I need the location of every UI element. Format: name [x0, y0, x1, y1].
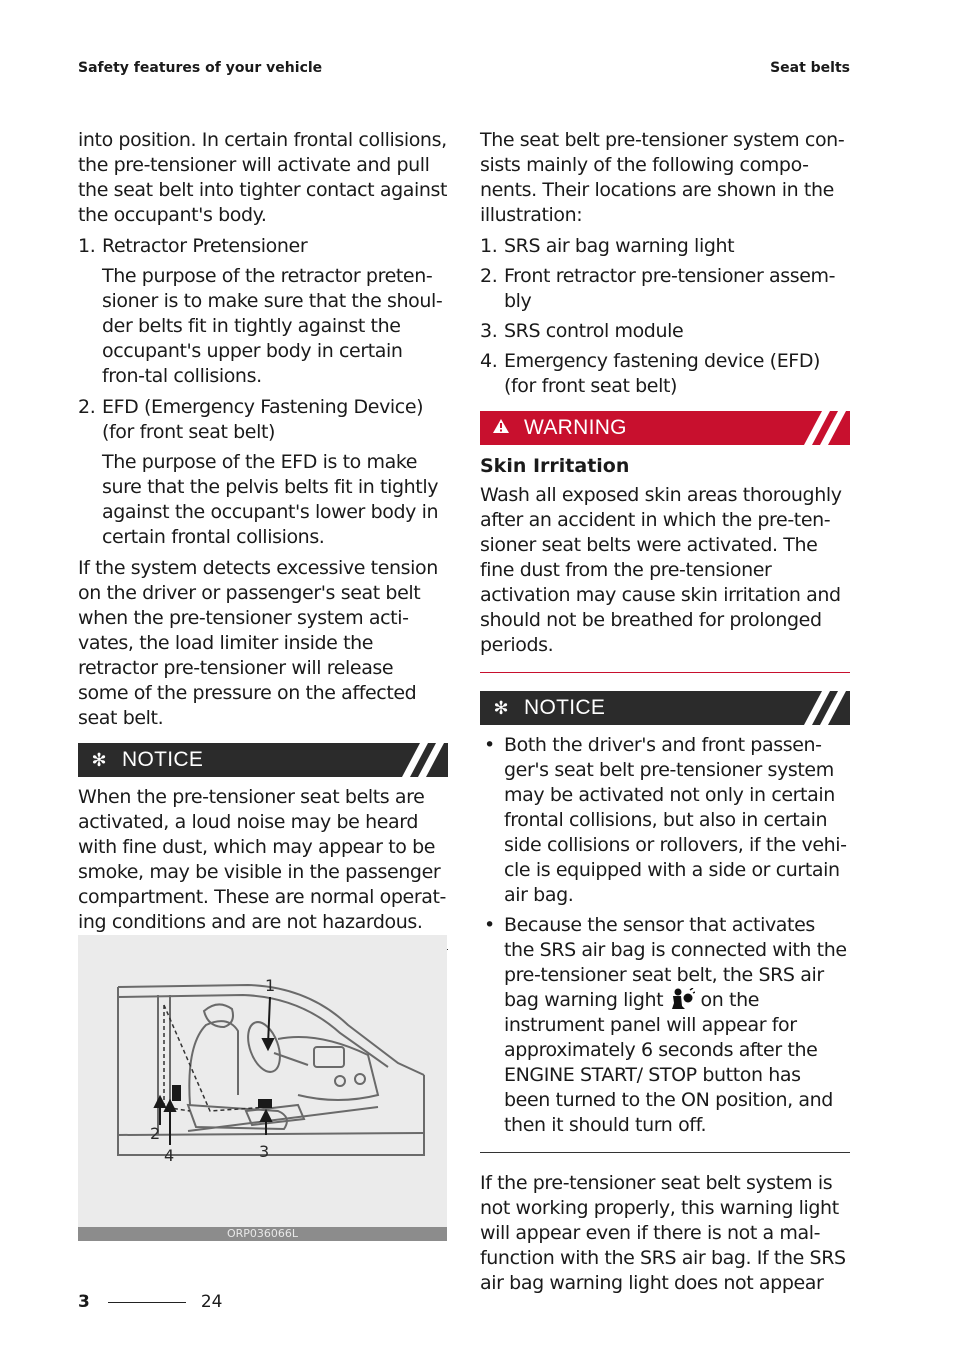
notice-bullet	[480, 733, 850, 908]
intro-paragraph: into position. In certain frontal collisions, the pre-tensioner will activate and pull the seat belt into tighter contact against the occupant's body.	[78, 129, 448, 226]
list-item	[480, 234, 850, 259]
notice-label: NOTICE	[524, 696, 606, 719]
item-title: Retractor Pretensioner	[102, 235, 308, 257]
bullet-text: Both the driver's and front passen-ger's seat belt pre-tensioner system may be activated not only in certain frontal collisions, but also in certain side collisions or rollovers, if the vehi-cle is equipped with a side or curtain air bag.	[504, 734, 847, 906]
notice-banner	[480, 691, 850, 725]
item-text: SRS air bag warning light	[504, 235, 735, 257]
warning-divider	[480, 672, 850, 673]
notice-bullet	[480, 913, 850, 1138]
running-header-topic: Seat belts	[770, 60, 850, 76]
list-item	[480, 319, 850, 344]
callout-1: 1	[265, 976, 276, 995]
callout-3: 3	[259, 1142, 270, 1161]
item-text: Emergency fastening device (EFD) (for front seat belt)	[504, 350, 821, 397]
chapter-number: 3	[78, 1292, 90, 1312]
warning-text: Wash all exposed skin areas thoroughly after an accident in which the pre-ten-sioner seat belts were activated. The fine dust from the pre-tensioner activation may cause skin irritation and should not be breathed for prolonged periods.	[480, 484, 842, 656]
bullet-text-part: Because the sensor that activates the SRS air bag is connected with the pre-tensioner seat belt, the SRS air bag warning light	[504, 914, 847, 1011]
list-item	[78, 395, 448, 445]
running-header-section: Safety features of your vehicle	[78, 60, 323, 76]
list-item	[480, 349, 850, 399]
figure-code: ORP036066L	[78, 1227, 447, 1241]
item-description: The purpose of the retractor preten-sioner is to make sure that the shoul-der belts fit in tightly against the occupant's upper body in certain fron-tal collisions.	[102, 265, 443, 387]
footer-rule	[108, 1302, 186, 1303]
item-number: 4.	[480, 350, 498, 372]
warning-title: Skin Irritation	[480, 455, 630, 477]
notice-text: When the pre-tensioner seat belts are activated, a loud noise may be heard with fine dust, which may appear to be smoke, may be visible in the passenger compartment. These are normal operat-ing conditions and are not hazardous.	[78, 786, 446, 933]
notice-label: NOTICE	[122, 748, 204, 771]
warning-banner	[480, 411, 850, 445]
page-number: 24	[200, 1292, 223, 1312]
seat-belt-illustration	[78, 935, 447, 1241]
stripes-decoration	[786, 691, 850, 725]
warning-label: WARNING	[524, 416, 627, 439]
stripes-decoration	[786, 411, 850, 445]
components-intro: The seat belt pre-tensioner system con-sists mainly of the following compo-nents. Their locations are shown in the illustration:	[480, 129, 845, 226]
item-number: 2.	[78, 396, 96, 418]
list-item	[480, 264, 850, 314]
item-text: SRS control module	[504, 320, 684, 342]
item-description: The purpose of the EFD is to make sure that the pelvis belts fit in tightly against the occupant's lower body in certain frontal collisions.	[102, 451, 439, 548]
list-item	[78, 234, 448, 259]
bullet-text-part: on the instrument panel will appear for approximately 6 seconds after the ENGINE START/ STOP button has been turned to the ON position, and then it should turn off.	[504, 989, 833, 1136]
closing-paragraph: If the pre-tensioner seat belt system is not working properly, this warning light will appear even if there is not a mal-function with the SRS air bag. If the SRS air bag warning light does not appear	[480, 1172, 846, 1294]
page-footer	[78, 1292, 222, 1312]
section-divider	[480, 1152, 850, 1153]
item-text: Front retractor pre-tensioner assem-bly	[504, 265, 836, 312]
bullet-text	[504, 913, 850, 1138]
bullet-icon: •	[484, 914, 495, 936]
item-title: EFD (Emergency Fastening Device) (for front seat belt)	[102, 396, 424, 443]
item-number: 2.	[480, 265, 498, 287]
airbag-warning-icon	[669, 989, 695, 1011]
asterisk-icon: ✻	[493, 697, 509, 719]
warning-triangle-icon	[490, 418, 512, 439]
left-column	[78, 128, 448, 968]
car-interior-drawing	[78, 935, 447, 1241]
stripes-decoration	[384, 743, 448, 777]
callout-2: 2	[150, 1124, 161, 1143]
notice-banner	[78, 743, 448, 777]
item-number: 3.	[480, 320, 498, 342]
right-column	[480, 128, 850, 1302]
asterisk-icon: ✻	[91, 749, 107, 771]
callout-4: 4	[164, 1146, 175, 1165]
load-limiter-paragraph: If the system detects excessive tension on the driver or passenger's seat belt when the pre-tensioner system acti-vates, the load limiter inside the retractor pre-tensioner will release some of the pressure on the affected seat belt.	[78, 557, 438, 729]
bullet-icon: •	[484, 734, 495, 756]
item-number: 1.	[78, 235, 96, 257]
item-number: 1.	[480, 235, 498, 257]
